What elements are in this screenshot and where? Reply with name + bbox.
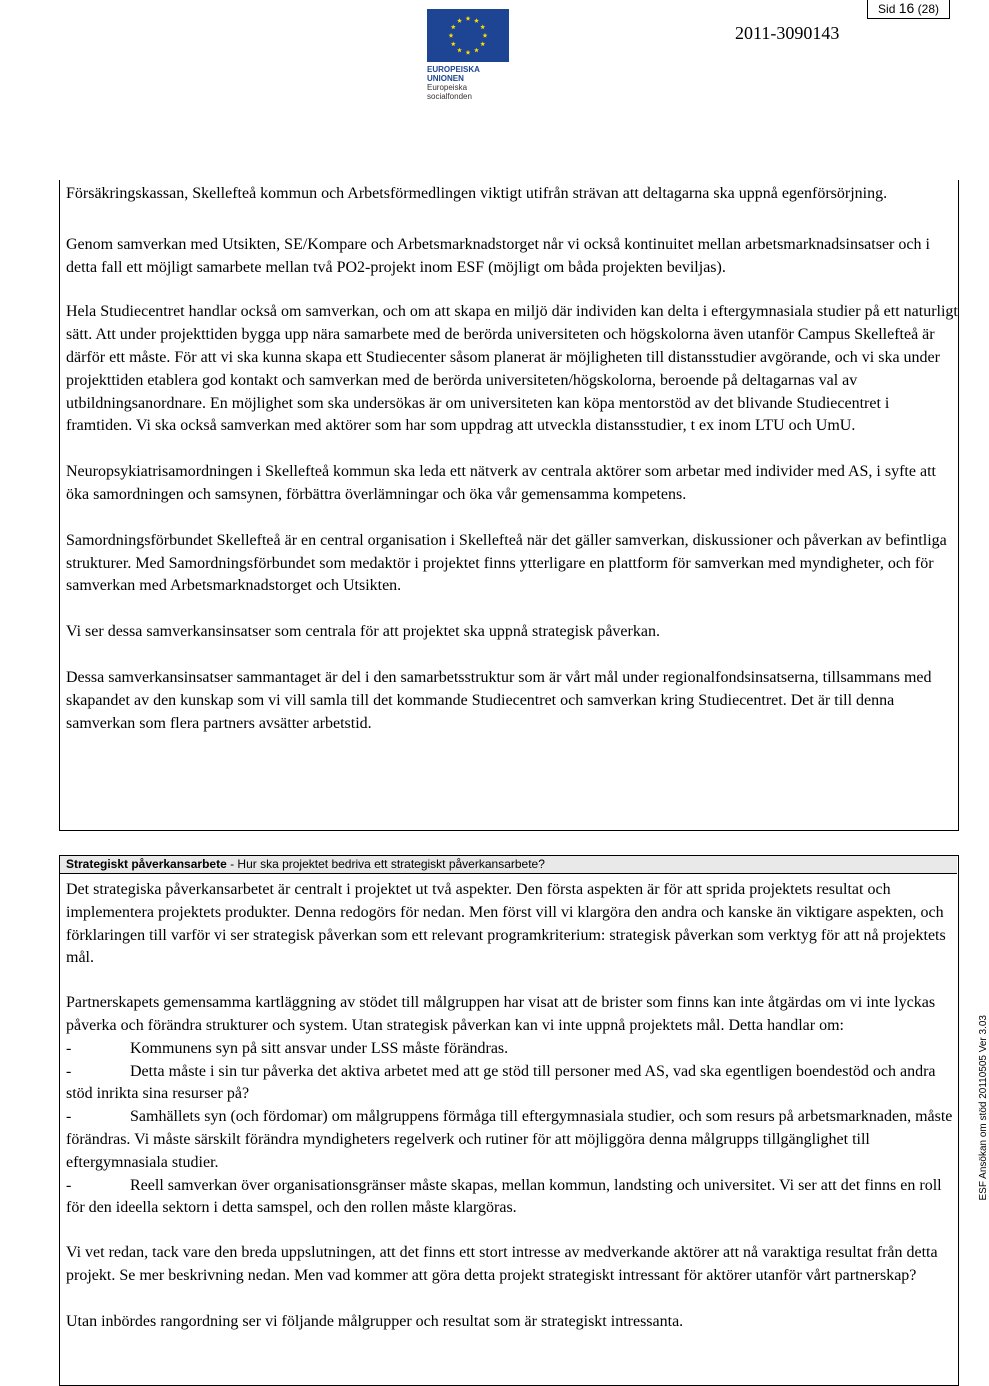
question-title: Strategiskt påverkansarbete — [66, 857, 227, 871]
eu-star-icon — [457, 18, 462, 23]
list-item-text: Kommunens syn på sitt ansvar under LSS måste förändras. — [130, 1039, 509, 1057]
page-number: 16 — [898, 0, 915, 16]
eu-star-icon — [466, 16, 471, 21]
paragraph: Försäkringskassan, Skellefteå kommun och Arbetsförmedlingen viktigt utifrån strävan att deltagarna ska uppnå egenförsörjning. — [66, 185, 888, 202]
bullet-dash: - — [66, 1039, 72, 1057]
eu-star-icon — [449, 33, 454, 38]
question-text: - Hur ska projektet bedriva ett strategiskt påverkansarbete? — [226, 857, 545, 871]
question-header — [60, 856, 957, 874]
eu-star-icon — [451, 41, 456, 46]
bullet-dash: - — [66, 1108, 72, 1126]
list-item — [66, 1175, 959, 1221]
list-item — [66, 1038, 959, 1061]
list-item — [66, 1106, 959, 1174]
logo-union-text: EUROPEISKA UNIONEN — [427, 65, 480, 83]
bullet-dash: - — [66, 1062, 72, 1080]
eu-star-icon — [457, 48, 462, 53]
eu-star-icon — [483, 33, 488, 38]
list-item — [66, 1061, 959, 1107]
paragraph: Genom samverkan med Utsikten, SE/Kompare och Arbetsmarknadstorget når vi också kontinuitet mellan arbetsmarknadsinsatser och i detta fall ett möjligt samarbete mellan två PO2-projekt inom ESF (möjligt om båda projekten beviljas). — [66, 235, 930, 276]
paragraph: Partnerskapets gemensamma kartläggning av stödet till målgruppen har visat att de brister som finns kan inte åtgärdas om vi inte lyckas påverka och förändra strukturer och system. Utan strategisk påverkan kan vi inte uppnå projektets mål. Detta handlar om: — [66, 994, 936, 1034]
eu-star-icon — [466, 50, 471, 55]
paragraph: Vi ser dessa samverkansinsatser som centrala för att projektet ska uppnå strategisk påverkan. — [66, 623, 660, 641]
eu-star-icon — [474, 18, 479, 23]
paragraph: Det strategiska påverkansarbetet är centralt i projektet ut två aspekter. Den första aspekten är för att sprida projektets resultat och implementera projektets produkter. Denna redogörs för nedan. Men först vill vi klargöra den andra och kanske än viktigare aspekten, och förklaringen till varför vi ser strategisk påverkan som ett relevant programkriterium: strategisk påverkan som verktyg för att nå projektets mål. — [66, 881, 946, 967]
eu-star-icon — [480, 24, 485, 29]
eu-logo — [427, 9, 509, 101]
eu-star-icon — [480, 41, 485, 46]
form-version-note: ESF Ansökan om stöd 20110505 Ver 3.03 — [978, 1015, 989, 1201]
paragraph: Dessa samverkansinsatser sammantaget är del i den samarbetsstruktur som är vårt mål under regionalfondsinsatserna, tillsammans med skapandet av den kunskap som vi vill samla till det kommande Studiecentret och samverkan kring Studiecentret. Det är till denna samverkan som flera partners avsätter arbetstid. — [66, 668, 932, 732]
eu-flag-icon — [427, 9, 509, 62]
eu-star-icon — [474, 48, 479, 53]
eu-stars-ring — [427, 9, 509, 62]
paragraph: Utan inbördes rangordning ser vi följande målgrupper och resultat som är strategiskt intressanta. — [66, 1312, 684, 1330]
eu-star-icon — [451, 24, 456, 29]
list-item-text: Reell samverkan över organisationsgränser måste skapas, mellan kommun, landsting och universitet. Vi ser att det finns en roll för den ideella sektorn i detta samspel, och den rollen måste klargöras. — [66, 1176, 942, 1217]
case-number: 2011-3090143 — [735, 23, 840, 43]
page-total: (28) — [917, 2, 939, 16]
strategic-section — [66, 879, 959, 1334]
collaboration-section — [66, 183, 959, 735]
bullet-dash: - — [66, 1176, 72, 1194]
paragraph: Samordningsförbundet Skellefteå är en central organisation i Skellefteå när det gäller samverkan, diskussioner och påverkan av befintliga strukturer. Med Samordningsförbundet som medaktör i projektet finns ytterligare en plattform för samverkan med myndigheter, och för samverkan med Arbetsmarknadstorget och Utsikten. — [66, 531, 947, 595]
page-prefix: Sid — [878, 2, 896, 16]
list-item-text: Samhällets syn (och fördomar) om målgruppens förmåga till eftergymnasiala studier, och som resurs på arbetsmarknaden, måste förändras. Vi måste särskilt förändra myndigheters regelverk och rutiner för att möjliggöra denna målgrupps tillgänglighet till eftergymnasiala studier. — [66, 1108, 953, 1171]
list-item-text: Detta måste i sin tur påverka det aktiva arbetet med att ge stöd till personer med AS, vad ska egentligen boendestöd och andra stöd inrikta sina resurser på? — [66, 1062, 936, 1103]
page-number-label — [867, 0, 950, 19]
paragraph: Hela Studiecentret handlar också om samverkan, och om att skapa en miljö där individen kan delta i eftergymnasiala studier på ett naturligt sätt. Att under projekttiden bygga upp nära samarbete med de berörda universiteten och högskolorna även utanför Campus Skellefteå är därför ett måste. För att vi ska kunna skapa ett Studiecenter såsom planerat är möjligheten till distansstudier avgörande, och vi ska under projekttiden etablera god kontakt och samverkan med de berörda universiteten/högskolorna, beroende på deltagarnas val av utbildningsanordnare. En möjlighet som ska undersökas är om universiteten kan köpa mentorstöd av det blivande Studiecentret i framtiden. Vi ska också samverkan med aktörer som har som uppdrag att utveckla distansstudier, t ex inom LTU och UmU. — [66, 303, 958, 435]
paragraph: Neuropsykiatrisamordningen i Skellefteå kommun ska leda ett nätverk av centrala aktörer som arbetar med individer med AS, i syfte att öka samordningen och samsynen, förbättra överlämningar och öka vår gemensamma kompetens. — [66, 463, 936, 503]
logo-fund-text: Europeiska socialfonden — [427, 83, 472, 101]
paragraph: Vi vet redan, tack vare den breda uppslutningen, att det finns ett stort intresse av medverkande aktörer att nå varaktiga resultat från detta projekt. Se mer beskrivning nedan. Men vad kommer att göra detta projekt strategiskt intressant för aktörer utanför vårt partnerskap? — [66, 1244, 938, 1284]
